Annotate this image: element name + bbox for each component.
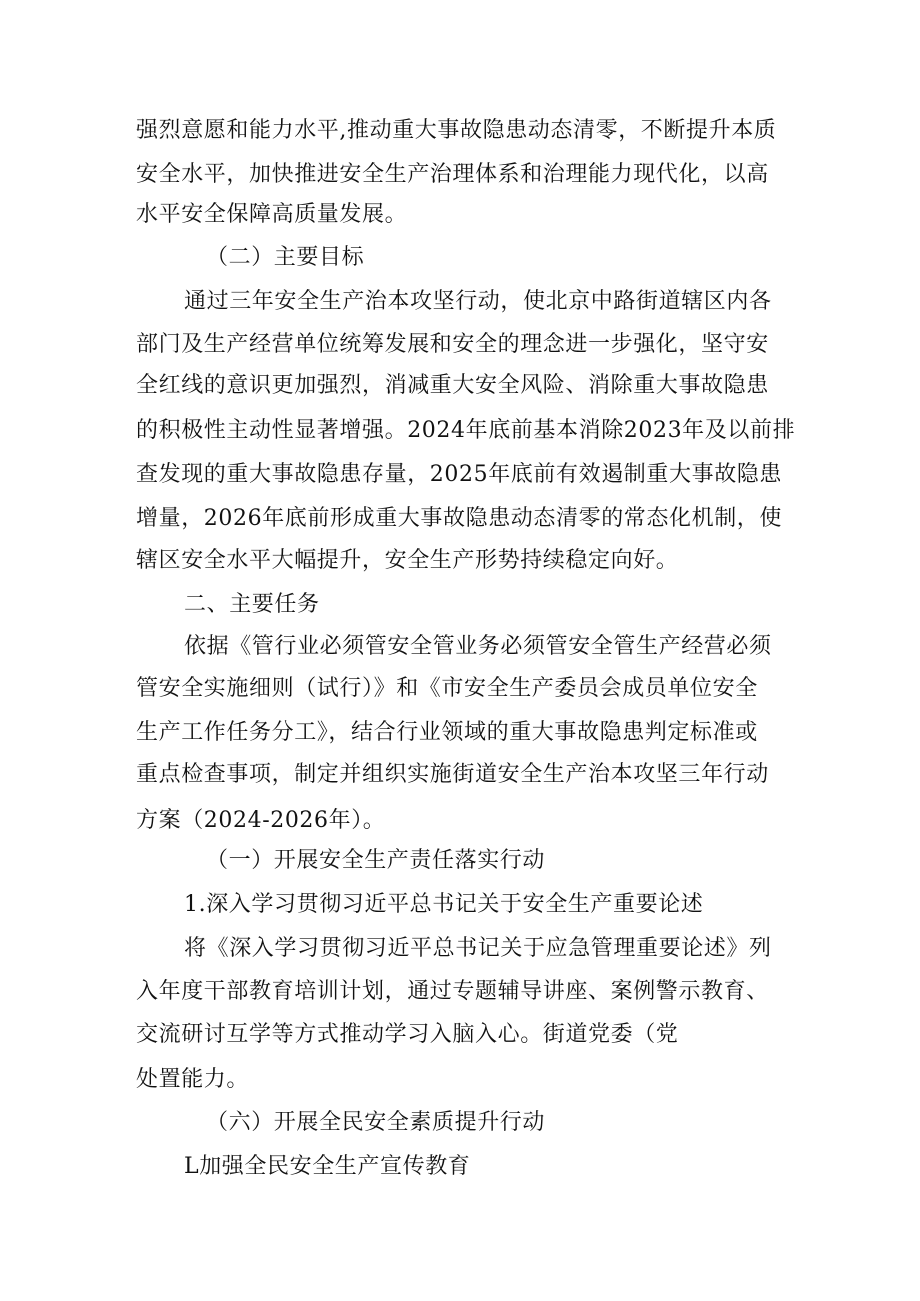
text-line: 依据《管行业必须管安全管业务必须管安全管生产经营必须 [184, 634, 772, 659]
text-line: 强烈意愿和能力水平,推动重大事故隐患动态清零，不断提升本质 [136, 118, 777, 143]
text-line: 全红线的意识更加强烈，消减重大安全风险、消除重大事故隐患 [136, 373, 769, 398]
subsection-heading-study: 1.深入学习贯彻习近平总书记关于安全生产重要论述 [184, 892, 704, 917]
section-heading-safety-quality: （六）开展全民安全素质提升行动 [206, 1110, 546, 1135]
text-line: 增量，2026年底前形成重大事故隐患动态清零的常态化机制，使 [136, 506, 782, 531]
text-line: 水平安全保障高质量发展。 [136, 202, 408, 227]
section-heading-responsibility: （一）开展安全生产责任落实行动 [206, 848, 546, 873]
section-heading-main-tasks: 二、主要任务 [184, 592, 320, 617]
text-line: 辖区安全水平大幅提升，安全生产形势持续稳定向好。 [136, 548, 679, 573]
section-heading-main-goals: （二）主要目标 [206, 245, 365, 270]
text-line: 生产工作任务分工》，结合行业领域的重大事故隐患判定标准或 [136, 720, 758, 745]
text-line: 管安全实施细则（试行）》和《市安全生产委员会成员单位安全 [136, 676, 758, 701]
text-line: 入年度干部教育培训计划，通过专题辅导讲座、案例警示教育、 [136, 979, 769, 1004]
text-line: 通过三年安全生产治本攻坚行动，使北京中路街道辖区内各 [184, 289, 772, 314]
text-line: 部门及生产经营单位统筹发展和安全的理念进一步强化，坚守安 [136, 332, 769, 357]
subsection-heading-publicity: L加强全民安全生产宣传教育 [184, 1154, 471, 1179]
text-line: 安全水平，加快推进安全生产治理体系和治理能力现代化，以高 [136, 162, 769, 187]
text-line: 的积极性主动性显著增强。2024年底前基本消除2023年及以前排 [136, 418, 796, 443]
text-line: 交流研讨互学等方式推动学习入脑入心。街道党委（党 [136, 1022, 679, 1047]
text-line: 查发现的重大事故隐患存量，2025年底前有效遏制重大事故隐患 [136, 462, 782, 487]
text-line: 处置能力。 [136, 1067, 250, 1092]
text-line: 重点检查事项，制定并组织实施街道安全生产治本攻坚三年行动 [136, 762, 769, 787]
text-line: 方案（2024-2026年）。 [136, 808, 386, 833]
text-line: 将《深入学习贯彻习近平总书记关于应急管理重要论述》列 [184, 936, 772, 961]
